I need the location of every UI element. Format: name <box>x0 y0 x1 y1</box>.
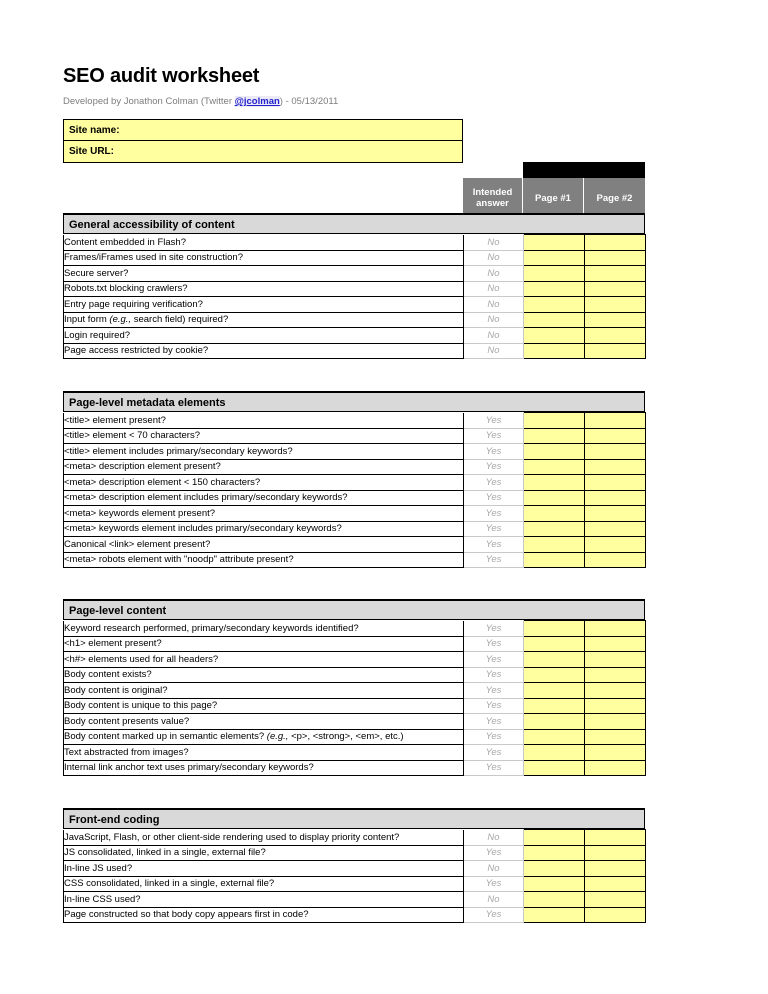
intended-answer-cell: Yes <box>464 552 524 568</box>
intended-answer-cell: No <box>464 281 524 297</box>
table-row <box>64 490 646 506</box>
page-1-answer-cell[interactable] <box>524 266 585 282</box>
page-1-answer-cell[interactable] <box>524 892 585 908</box>
page-1-answer-cell[interactable] <box>524 667 585 683</box>
page-1-answer-cell[interactable] <box>524 830 585 846</box>
intended-answer-cell: No <box>464 861 524 877</box>
table-row <box>64 876 646 892</box>
question-cell: In-line CSS used? <box>64 892 464 908</box>
column-header-page-1: Page #1 <box>523 178 584 218</box>
page-1-answer-cell[interactable] <box>524 297 585 313</box>
intended-answer-cell: Yes <box>464 729 524 745</box>
table-row <box>64 537 646 553</box>
question-cell: Body content is original? <box>64 683 464 699</box>
table-row <box>64 652 646 668</box>
section <box>63 599 645 776</box>
question-cell: <title> element present? <box>64 413 464 429</box>
intended-answer-cell: Yes <box>464 652 524 668</box>
page-2-answer-cell[interactable] <box>585 621 646 637</box>
page-2-answer-cell[interactable] <box>585 714 646 730</box>
page-2-answer-cell[interactable] <box>585 343 646 359</box>
table-row <box>64 698 646 714</box>
intended-answer-cell: Yes <box>464 876 524 892</box>
section-title: Page-level metadata elements <box>63 391 645 412</box>
page-title: SEO audit worksheet <box>63 65 260 87</box>
section-title: Page-level content <box>63 599 645 620</box>
table-row <box>64 459 646 475</box>
subtitle-prefix: Developed by Jonathon Colman (Twitter <box>63 96 235 107</box>
question-cell: <meta> keywords element includes primary/secondary keywords? <box>64 521 464 537</box>
intended-answer-cell: Yes <box>464 698 524 714</box>
page-1-answer-cell[interactable] <box>524 235 585 251</box>
page-2-answer-cell[interactable] <box>585 636 646 652</box>
page-1-answer-cell[interactable] <box>524 413 585 429</box>
page-2-answer-cell[interactable] <box>585 745 646 761</box>
table-row <box>64 328 646 344</box>
page-2-answer-cell[interactable] <box>585 235 646 251</box>
intended-answer-cell: No <box>464 343 524 359</box>
page-1-answer-cell[interactable] <box>524 459 585 475</box>
intended-answer-cell: Yes <box>464 475 524 491</box>
checklist-table <box>63 234 646 359</box>
table-row <box>64 830 646 846</box>
question-cell: Keyword research performed, primary/secondary keywords identified? <box>64 621 464 637</box>
question-cell: <meta> description element present? <box>64 459 464 475</box>
table-row <box>64 636 646 652</box>
table-row <box>64 845 646 861</box>
table-row <box>64 312 646 328</box>
page-1-answer-cell[interactable] <box>524 537 585 553</box>
intended-answer-cell: Yes <box>464 907 524 923</box>
question-cell: <meta> keywords element present? <box>64 506 464 522</box>
question-cell: <title> element includes primary/secondary keywords? <box>64 444 464 460</box>
question-cell: Body content presents value? <box>64 714 464 730</box>
page-2-answer-cell[interactable] <box>585 490 646 506</box>
page-1-answer-cell[interactable] <box>524 281 585 297</box>
table-row <box>64 428 646 444</box>
page-2-answer-cell[interactable] <box>585 861 646 877</box>
site-url-row[interactable] <box>64 141 462 162</box>
table-row <box>64 621 646 637</box>
table-row <box>64 343 646 359</box>
question-cell: Content embedded in Flash? <box>64 235 464 251</box>
page-1-answer-cell[interactable] <box>524 745 585 761</box>
page-2-answer-cell[interactable] <box>585 892 646 908</box>
section-title: General accessibility of content <box>63 213 645 234</box>
page-2-answer-cell[interactable] <box>585 683 646 699</box>
table-row <box>64 907 646 923</box>
page-subtitle <box>63 95 663 108</box>
question-cell: Body content marked up in semantic elements? (e.g., <p>, <strong>, <em>, etc.) <box>64 729 464 745</box>
page-2-answer-cell[interactable] <box>585 652 646 668</box>
table-row <box>64 521 646 537</box>
page-2-answer-cell[interactable] <box>585 876 646 892</box>
table-row <box>64 297 646 313</box>
intended-answer-cell: Yes <box>464 636 524 652</box>
page-1-answer-cell[interactable] <box>524 907 585 923</box>
table-row <box>64 552 646 568</box>
table-row <box>64 475 646 491</box>
page-1-answer-cell[interactable] <box>524 506 585 522</box>
table-row <box>64 413 646 429</box>
intended-answer-cell: Yes <box>464 490 524 506</box>
intended-answer-cell: No <box>464 312 524 328</box>
page-1-answer-cell[interactable] <box>524 729 585 745</box>
page-1-answer-cell[interactable] <box>524 428 585 444</box>
question-cell: CSS consolidated, linked in a single, external file? <box>64 876 464 892</box>
checklist-table <box>63 829 646 923</box>
question-cell: Page access restricted by cookie? <box>64 343 464 359</box>
page-2-answer-cell[interactable] <box>585 521 646 537</box>
section <box>63 808 645 923</box>
page-1-answer-cell[interactable] <box>524 621 585 637</box>
page-1-answer-cell[interactable] <box>524 250 585 266</box>
question-cell: Internal link anchor text uses primary/secondary keywords? <box>64 760 464 776</box>
page-2-answer-cell[interactable] <box>585 729 646 745</box>
table-row <box>64 266 646 282</box>
table-row <box>64 444 646 460</box>
page-2-answer-cell[interactable] <box>585 444 646 460</box>
intended-answer-cell: Yes <box>464 621 524 637</box>
intended-answer-cell: Yes <box>464 444 524 460</box>
table-row <box>64 235 646 251</box>
site-url-label: Site URL: <box>69 146 114 157</box>
title-block <box>63 64 663 108</box>
page-2-answer-cell[interactable] <box>585 413 646 429</box>
site-name-label: Site name: <box>69 125 120 136</box>
page-2-answer-cell[interactable] <box>585 760 646 776</box>
table-row <box>64 892 646 908</box>
question-cell: Body content is unique to this page? <box>64 698 464 714</box>
checklist-table <box>63 412 646 568</box>
page-2-answer-cell[interactable] <box>585 698 646 714</box>
page-1-answer-cell[interactable] <box>524 845 585 861</box>
intended-answer-cell: No <box>464 235 524 251</box>
question-cell: <meta> robots element with "noodp" attribute present? <box>64 552 464 568</box>
page-2-answer-cell[interactable] <box>585 297 646 313</box>
subtitle-suffix: ) - 05/13/2011 <box>279 96 339 107</box>
table-row <box>64 861 646 877</box>
question-cell: JavaScript, Flash, or other client-side rendering used to display priority content? <box>64 830 464 846</box>
page-1-answer-cell[interactable] <box>524 760 585 776</box>
page-1-answer-cell[interactable] <box>524 444 585 460</box>
table-row <box>64 745 646 761</box>
page-2-answer-cell[interactable] <box>585 312 646 328</box>
column-headers <box>463 178 645 218</box>
intended-answer-cell: Yes <box>464 667 524 683</box>
page-2-answer-cell[interactable] <box>585 845 646 861</box>
table-row <box>64 250 646 266</box>
page-1-answer-cell[interactable] <box>524 698 585 714</box>
table-row <box>64 760 646 776</box>
question-cell: <meta> description element includes primary/secondary keywords? <box>64 490 464 506</box>
question-cell: Body content exists? <box>64 667 464 683</box>
question-cell: <meta> description element < 150 characters? <box>64 475 464 491</box>
intended-answer-cell: Yes <box>464 521 524 537</box>
question-cell: <h1> element present? <box>64 636 464 652</box>
column-header-black-bar <box>523 162 645 178</box>
page-1-answer-cell[interactable] <box>524 552 585 568</box>
table-row <box>64 729 646 745</box>
question-cell: Secure server? <box>64 266 464 282</box>
question-cell: <title> element < 70 characters? <box>64 428 464 444</box>
page-2-answer-cell[interactable] <box>585 266 646 282</box>
question-cell: Text abstracted from images? <box>64 745 464 761</box>
intended-answer-cell: No <box>464 266 524 282</box>
intended-answer-cell: Yes <box>464 537 524 553</box>
checklist-table <box>63 620 646 776</box>
intended-answer-cell: Yes <box>464 683 524 699</box>
intended-answer-cell: Yes <box>464 845 524 861</box>
site-info-box <box>63 119 463 163</box>
table-row <box>64 683 646 699</box>
question-cell: Robots.txt blocking crawlers? <box>64 281 464 297</box>
question-cell: Canonical <link> element present? <box>64 537 464 553</box>
page-1-answer-cell[interactable] <box>524 636 585 652</box>
intended-answer-cell: Yes <box>464 459 524 475</box>
page-2-answer-cell[interactable] <box>585 830 646 846</box>
section-title: Front-end coding <box>63 808 645 829</box>
question-cell: Entry page requiring verification? <box>64 297 464 313</box>
page-2-answer-cell[interactable] <box>585 428 646 444</box>
page-1-answer-cell[interactable] <box>524 683 585 699</box>
section <box>63 391 645 568</box>
section <box>63 213 645 359</box>
site-name-row[interactable] <box>64 120 462 141</box>
question-cell: Login required? <box>64 328 464 344</box>
page-2-answer-cell[interactable] <box>585 907 646 923</box>
page-2-answer-cell[interactable] <box>585 552 646 568</box>
page-2-answer-cell[interactable] <box>585 537 646 553</box>
column-header-intended-answer: Intended answer <box>463 178 523 218</box>
intended-answer-cell: Yes <box>464 413 524 429</box>
table-row <box>64 714 646 730</box>
twitter-handle-link[interactable]: @jcolman <box>234 96 280 107</box>
page-1-answer-cell[interactable] <box>524 328 585 344</box>
page-1-answer-cell[interactable] <box>524 312 585 328</box>
intended-answer-cell: Yes <box>464 745 524 761</box>
page-1-answer-cell[interactable] <box>524 343 585 359</box>
table-row <box>64 281 646 297</box>
intended-answer-cell: Yes <box>464 760 524 776</box>
page-2-answer-cell[interactable] <box>585 459 646 475</box>
page-2-answer-cell[interactable] <box>585 506 646 522</box>
intended-answer-cell: No <box>464 297 524 313</box>
question-cell: Frames/iFrames used in site construction? <box>64 250 464 266</box>
page-1-answer-cell[interactable] <box>524 714 585 730</box>
page-2-answer-cell[interactable] <box>585 328 646 344</box>
page-1-answer-cell[interactable] <box>524 876 585 892</box>
question-cell: Page constructed so that body copy appears first in code? <box>64 907 464 923</box>
page-2-answer-cell[interactable] <box>585 250 646 266</box>
page-1-answer-cell[interactable] <box>524 490 585 506</box>
table-row <box>64 506 646 522</box>
page-2-answer-cell[interactable] <box>585 281 646 297</box>
page-1-answer-cell[interactable] <box>524 861 585 877</box>
page-1-answer-cell[interactable] <box>524 652 585 668</box>
intended-answer-cell: No <box>464 250 524 266</box>
question-cell: In-line JS used? <box>64 861 464 877</box>
intended-answer-cell: Yes <box>464 428 524 444</box>
intended-answer-cell: No <box>464 830 524 846</box>
question-cell: <h#> elements used for all headers? <box>64 652 464 668</box>
intended-answer-cell: Yes <box>464 506 524 522</box>
page-2-answer-cell[interactable] <box>585 475 646 491</box>
page-2-answer-cell[interactable] <box>585 667 646 683</box>
question-cell: JS consolidated, linked in a single, external file? <box>64 845 464 861</box>
intended-answer-cell: No <box>464 892 524 908</box>
page-1-answer-cell[interactable] <box>524 521 585 537</box>
intended-answer-cell: No <box>464 328 524 344</box>
column-header-page-2: Page #2 <box>584 178 645 218</box>
table-row <box>64 667 646 683</box>
page-1-answer-cell[interactable] <box>524 475 585 491</box>
question-cell: Input form (e.g., search field) required? <box>64 312 464 328</box>
intended-answer-cell: Yes <box>464 714 524 730</box>
